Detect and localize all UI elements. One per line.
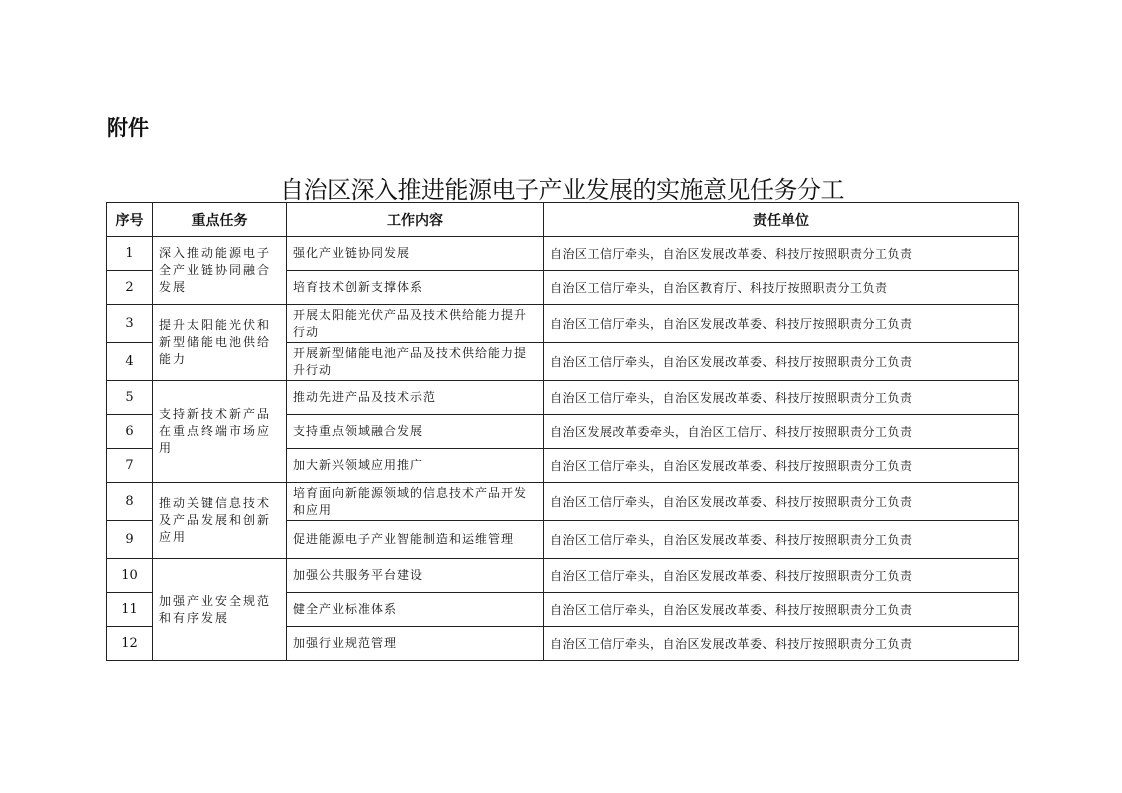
work-content: 开展新型储能电池产品及技术供给能力提升行动 [287,343,544,381]
responsible-unit: 自治区工信厅牵头，自治区发展改革委、科技厅按照职责分工负责 [544,593,1019,627]
row-number: 8 [107,483,153,521]
row-number: 10 [107,559,153,593]
header-task: 重点任务 [153,203,287,237]
work-content: 培育面向新能源领域的信息技术产品开发和应用 [287,483,544,521]
attachment-label: 附件 [107,116,149,140]
header-content: 工作内容 [287,203,544,237]
header-unit: 责任单位 [544,203,1019,237]
work-content: 支持重点领域融合发展 [287,415,544,449]
work-content: 加强公共服务平台建设 [287,559,544,593]
row-number: 6 [107,415,153,449]
work-content: 推动先进产品及技术示范 [287,381,544,415]
row-number: 9 [107,521,153,559]
table-row [107,305,1019,343]
responsible-unit: 自治区工信厅牵头，自治区发展改革委、科技厅按照职责分工负责 [544,627,1019,661]
task-table [106,202,1019,661]
key-task: 支持新技术新产品在重点终端市场应用 [153,381,287,483]
page-title: 自治区深入推进能源电子产业发展的实施意见任务分工 [280,176,844,204]
responsible-unit: 自治区工信厅牵头，自治区发展改革委、科技厅按照职责分工负责 [544,343,1019,381]
responsible-unit: 自治区工信厅牵头，自治区发展改革委、科技厅按照职责分工负责 [544,305,1019,343]
responsible-unit: 自治区工信厅牵头，自治区发展改革委、科技厅按照职责分工负责 [544,237,1019,271]
responsible-unit: 自治区工信厅牵头，自治区发展改革委、科技厅按照职责分工负责 [544,559,1019,593]
table-row [107,559,1019,593]
work-content: 培育技术创新支撑体系 [287,271,544,305]
responsible-unit: 自治区工信厅牵头，自治区教育厅、科技厅按照职责分工负责 [544,271,1019,305]
header-no: 序号 [107,203,153,237]
row-number: 11 [107,593,153,627]
table-row [107,483,1019,521]
responsible-unit: 自治区工信厅牵头，自治区发展改革委、科技厅按照职责分工负责 [544,483,1019,521]
responsible-unit: 自治区发展改革委牵头，自治区工信厅、科技厅按照职责分工负责 [544,415,1019,449]
work-content: 促进能源电子产业智能制造和运维管理 [287,521,544,559]
table-row [107,237,1019,271]
work-content: 加强行业规范管理 [287,627,544,661]
table-row [107,381,1019,415]
row-number: 2 [107,271,153,305]
row-number: 3 [107,305,153,343]
row-number: 4 [107,343,153,381]
work-content: 开展太阳能光伏产品及技术供给能力提升行动 [287,305,544,343]
work-content: 强化产业链协同发展 [287,237,544,271]
responsible-unit: 自治区工信厅牵头，自治区发展改革委、科技厅按照职责分工负责 [544,521,1019,559]
key-task: 加强产业安全规范和有序发展 [153,559,287,661]
responsible-unit: 自治区工信厅牵头，自治区发展改革委、科技厅按照职责分工负责 [544,449,1019,483]
responsible-unit: 自治区工信厅牵头，自治区发展改革委、科技厅按照职责分工负责 [544,381,1019,415]
table-header-row [107,203,1019,237]
key-task: 深入推动能源电子全产业链协同融合发展 [153,237,287,305]
key-task: 提升太阳能光伏和新型储能电池供给能力 [153,305,287,381]
row-number: 7 [107,449,153,483]
row-number: 5 [107,381,153,415]
row-number: 1 [107,237,153,271]
row-number: 12 [107,627,153,661]
work-content: 健全产业标准体系 [287,593,544,627]
work-content: 加大新兴领域应用推广 [287,449,544,483]
key-task: 推动关键信息技术及产品发展和创新应用 [153,483,287,559]
